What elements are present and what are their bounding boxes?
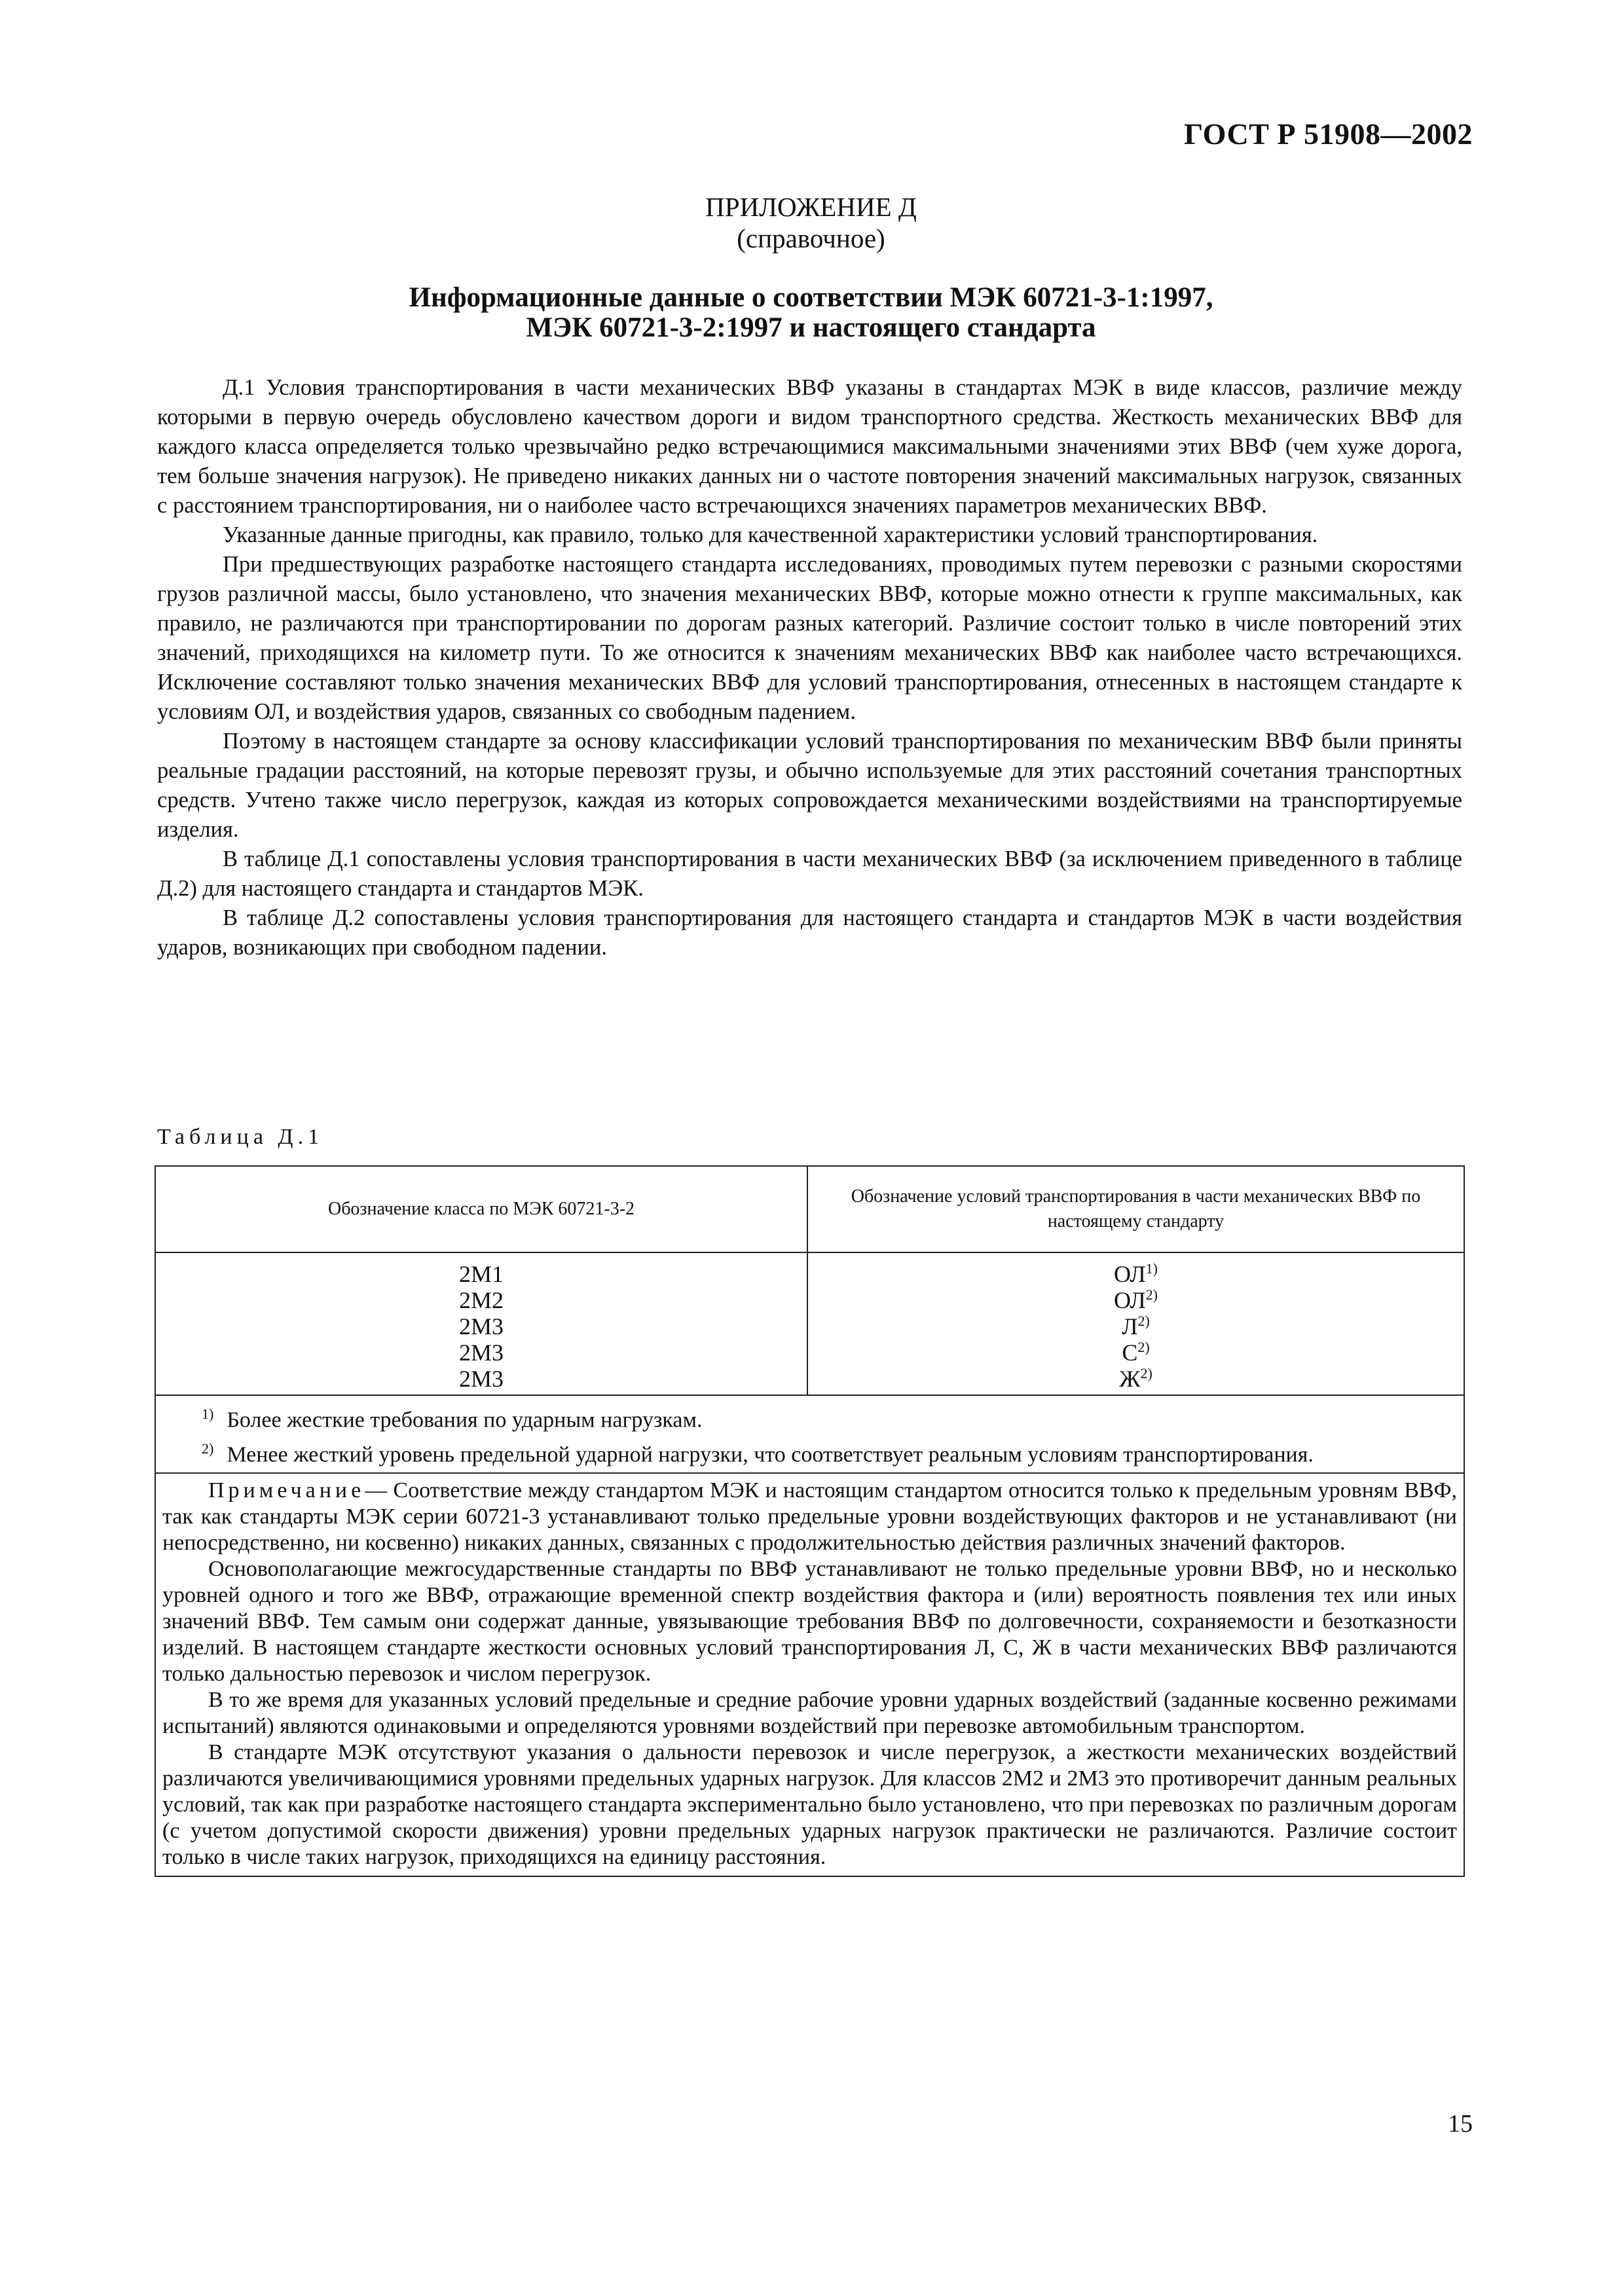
column-header-transport-conditions: Обозначение условий транспортирования в части механических ВВФ по настоящему стандарту bbox=[851, 1186, 1421, 1231]
paragraph: Указанные данные пригодны, как правило, только для качественной характеристики условий транспортирования. bbox=[223, 522, 1318, 547]
footnote-text: Более жесткие требования по ударным нагрузкам. bbox=[227, 1408, 703, 1432]
footnote-ref: 1) bbox=[1145, 1260, 1158, 1277]
table-body bbox=[156, 1253, 1464, 1396]
table-d1 bbox=[155, 1165, 1465, 1877]
standard-code: ГОСТ Р 51908—2002 bbox=[1184, 117, 1473, 151]
document-title-line-1: Информационные данные о соответствии МЭК 60721-3-1:1997, bbox=[409, 282, 1213, 313]
iec-class-column bbox=[156, 1253, 808, 1394]
condition-code: Ж bbox=[1119, 1366, 1141, 1392]
table-cell-iec-class: 2M2 bbox=[458, 1287, 504, 1313]
condition-code: ОЛ bbox=[1114, 1261, 1146, 1287]
table-cell-iec-class: 2M1 bbox=[458, 1261, 504, 1287]
note-text: — Соответствие между стандартом МЭК и настоящим стандартом относится только к предельным уровням ВВФ, так как стандарты МЭК серии 60721-3 устанавливают только предельные уровни воздействующих факторов и не устанавливают (ни непосредственно, ни косвенно) никаких данных, связанных с продолжительностью действия различных значений факторов. bbox=[162, 1478, 1457, 1555]
table-footnotes bbox=[156, 1396, 1464, 1474]
footnote-mark: 1) bbox=[202, 1406, 214, 1422]
note-paragraph: В то же время для указанных условий предельные и средние рабочие уровни ударных воздействий (заданные косвенно режимами испытаний) являются одинаковыми и определяются уровнями воздействий при перевозке автомобильным транспортом. bbox=[162, 1687, 1457, 1738]
note-label: Примечание bbox=[208, 1478, 365, 1503]
table-caption: Таблица Д.1 bbox=[157, 1125, 324, 1149]
condition-code: С bbox=[1122, 1339, 1138, 1366]
footnote bbox=[162, 1400, 1457, 1434]
appendix-subtitle: (справочное) bbox=[737, 223, 885, 253]
footnote-ref: 2) bbox=[1137, 1313, 1150, 1329]
table-header-row bbox=[156, 1167, 1464, 1253]
table-note bbox=[156, 1474, 1464, 1876]
column-header-iec-class: Обозначение класса по МЭК 60721-3-2 bbox=[156, 1167, 808, 1252]
document-title-line-2: МЭК 60721-3-2:1997 и настоящего стандарта bbox=[526, 312, 1096, 343]
footnote bbox=[162, 1434, 1457, 1469]
condition-code: Л bbox=[1122, 1313, 1138, 1339]
note-paragraph: Основополагающие межгосударственные стандарты по ВВФ устанавливают не только предельные уровни ВВФ, но и несколько уровней одного и того же ВВФ, отражающие временной спектр воздействия фактора и (или) вероятность появления тех или иных значений ВВФ. Тем самым они содержат данные, увязывающие требования ВВФ по долговечности, сохраняемости и безотказности изделий. В настоящем стандарте жесткости основных условий транспортирования Л, С, Ж в части механических ВВФ различаются только дальностью перевозок и числом перегрузок. bbox=[162, 1556, 1457, 1686]
appendix-title: ПРИЛОЖЕНИЕ Д bbox=[705, 192, 917, 222]
paragraph: Д.1 Условия транспортирования в части механических ВВФ указаны в стандартах МЭК в виде классов, различие между которыми в первую очередь обусловлено качеством дороги и видом транспортного средства. Жесткость механических ВВФ для каждого класса определяется только чрезвычайно редко встречающимися максимальными значениями этих ВВФ (чем хуже дорога, тем больше значения нагрузок). Не приведено никаких данных ни о частоте повторения значений максимальных нагрузок, связанных с расстоянием транспортирования, ни о наиболее часто встречающихся значениях параметров механических ВВФ. bbox=[157, 375, 1462, 518]
footnote-mark: 2) bbox=[202, 1440, 214, 1457]
footnote-text: Менее жесткий уровень предельной ударной нагрузки, что соответствует реальным условиям транспортирования. bbox=[227, 1442, 1314, 1467]
table-cell-transport-condition bbox=[808, 1339, 1464, 1366]
body-text bbox=[157, 373, 1462, 962]
condition-code: ОЛ bbox=[1114, 1287, 1146, 1313]
note-paragraph: В стандарте МЭК отсутствуют указания о дальности перевозок и числе перегрузок, а жесткости механических воздействий различаются увеличивающимися уровнями предельных ударных нагрузок. Для классов 2M2 и 2M3 это противоречит данным реальных условий, так как при разработке настоящего стандарта экспериментально было установлено, что при перевозках по различным дорогам (с учетом допустимой скорости движения) уровни предельных ударных нагрузок практически не различаются. Различие состоит только в числе таких нагрузок, приходящихся на единицу расстояния. bbox=[162, 1740, 1457, 1869]
table-cell-transport-condition bbox=[808, 1287, 1464, 1313]
table-cell-transport-condition bbox=[808, 1313, 1464, 1339]
note-paragraph bbox=[162, 1478, 1457, 1556]
paragraph: В таблице Д.2 сопоставлены условия транспортирования для настоящего стандарта и стандартов МЭК в части воздействия ударов, возникающих при свободном падении. bbox=[157, 905, 1462, 960]
footnote-ref: 2) bbox=[1140, 1365, 1152, 1381]
paragraph: При предшествующих разработке настоящего стандарта исследованиях, проводимых путем перевозки с разными скоростями грузов различной массы, было установлено, что значения механических ВВФ, которые можно отнести к группе максимальных, как правило, не различаются при транспортировании по дорогам разных категорий. Различие состоит только в числе повторений этих значений, приходящихся на километр пути. То же относится к значениям механических ВВФ как наиболее часто встречающихся. Исключение составляют только значения механических ВВФ для условий транспортирования, отнесенных в настоящем стандарте к условиям ОЛ, и воздействия ударов, связанных со свободным падением. bbox=[157, 552, 1462, 724]
table-cell-iec-class: 2M3 bbox=[458, 1313, 504, 1339]
transport-conditions-column bbox=[808, 1253, 1464, 1394]
table-cell-transport-condition bbox=[808, 1366, 1464, 1392]
page-number: 15 bbox=[1448, 2110, 1473, 2138]
footnote-ref: 2) bbox=[1137, 1339, 1150, 1355]
table-cell-iec-class: 2M3 bbox=[458, 1366, 504, 1392]
appendix-heading bbox=[0, 191, 1622, 254]
table-cell-iec-class: 2M3 bbox=[458, 1339, 504, 1366]
table-cell-transport-condition bbox=[808, 1261, 1464, 1287]
document-title bbox=[0, 283, 1622, 343]
paragraph: В таблице Д.1 сопоставлены условия транспортирования в части механических ВВФ (за исключением приведенного в таблице Д.2) для настоящего стандарта и стандартов МЭК. bbox=[157, 847, 1462, 901]
paragraph: Поэтому в настоящем стандарте за основу классификации условий транспортирования по механическим ВВФ были приняты реальные градации расстояний, на которые перевозят грузы, и обычно используемые для этих расстояний сочетания транспортных средств. Учтено также число перегрузок, каждая из которых сопровождается механическими воздействиями на транспортируемые изделия. bbox=[157, 729, 1462, 842]
footnote-ref: 2) bbox=[1145, 1286, 1158, 1303]
